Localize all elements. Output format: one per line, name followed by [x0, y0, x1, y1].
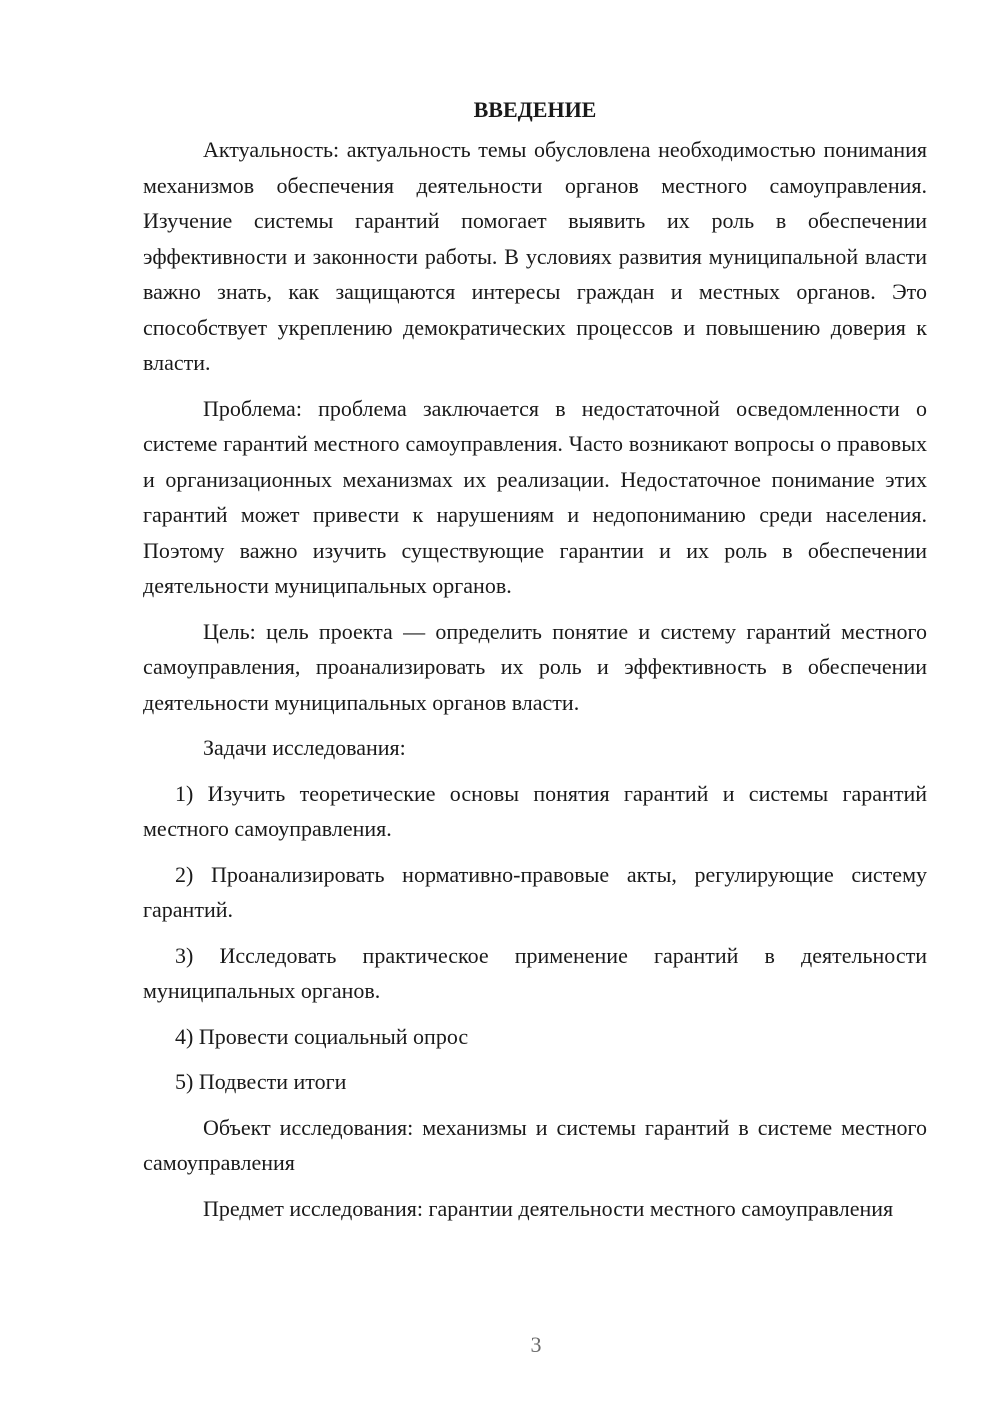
list-item-task-3: 3) Исследовать практическое применение гарантий в деятельности муниципальных органов. — [143, 942, 927, 1003]
list-item-task-5: 5) Подвести итоги — [175, 1069, 347, 1094]
paragraph-problem: Проблема: проблема заключается в недостаточной осведомленности о системе гарантий местного самоуправления. Часто возникают вопросы о правовых и организационных механизмах их реализации. Недостаточное понимание этих гарантий может привести к нарушениям и недопониманию среди населения. Поэтому важно изучить существующие гарантии и их роль в обеспечении деятельности муниципальных органов. — [143, 395, 927, 598]
paragraph-object: Объект исследования: механизмы и системы гарантий в системе местного самоуправления — [143, 1114, 927, 1175]
paragraph-goal: Цель: цель проекта — определить понятие и систему гарантий местного самоуправления, проанализировать их роль и эффективность в обеспечении деятельности муниципальных органов власти. — [143, 618, 927, 715]
document-page — [143, 92, 927, 1226]
tasks-heading: Задачи исследования: — [203, 735, 406, 760]
list-item-task-4: 4) Провести социальный опрос — [175, 1023, 469, 1049]
list-item-task-2: 2) Проанализировать нормативно-правовые акты, регулирующие систему гарантий. — [143, 861, 927, 922]
list-item-task-1: 1) Изучить теоретические основы понятия гарантий и системы гарантий местного самоуправления. — [143, 780, 927, 841]
page-title: ВВЕДЕНИЕ — [473, 97, 597, 122]
page-number: 3 — [530, 1332, 542, 1357]
paragraph-relevance: Актуальность: актуальность темы обусловлена необходимостью понимания механизмов обеспечения деятельности органов местного самоуправления. Изучение системы гарантий помогает выявить их роль в обеспечении эффективности и законности работы. В условиях развития муниципальной власти важно знать, как защищаются интересы граждан и местных органов. Это способствует укреплению демократических процессов и повышению доверия к власти. — [143, 137, 927, 375]
paragraph-subject: Предмет исследования: гарантии деятельности местного самоуправления — [203, 1195, 894, 1221]
